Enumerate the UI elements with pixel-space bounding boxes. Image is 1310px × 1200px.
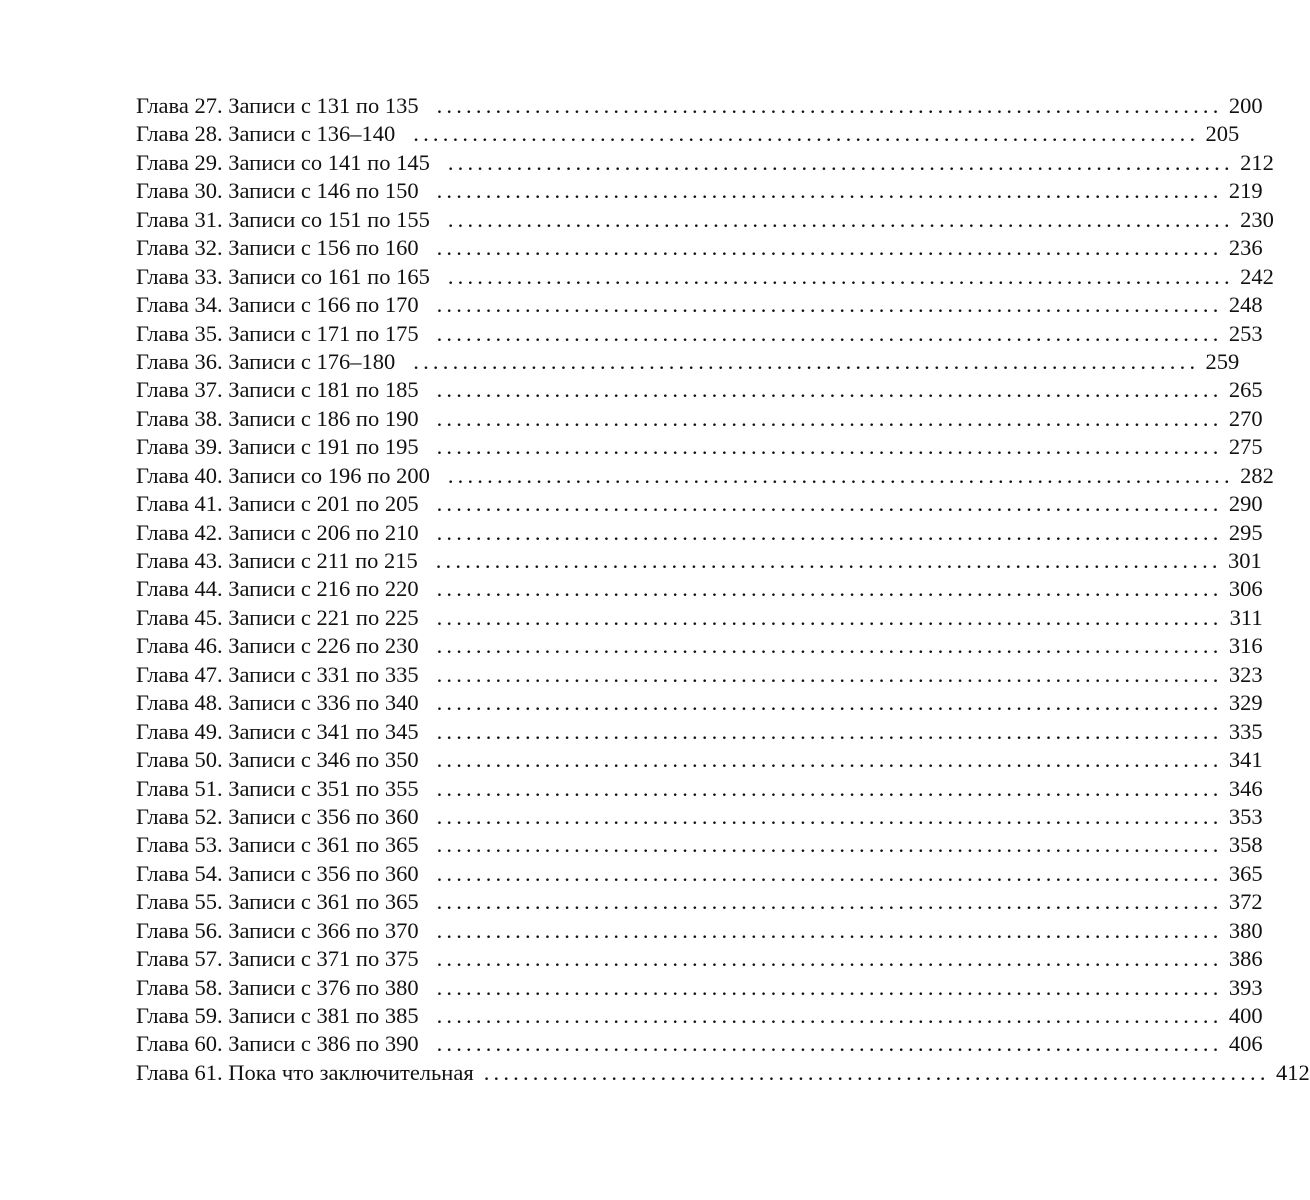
dot-leader: ................................................................................ (436, 747, 1223, 773)
dot-leader: ................................................................................ (436, 690, 1223, 716)
toc-entry-page: 219 (1228, 178, 1263, 204)
dot-leader: ................................................................................ (435, 548, 1222, 573)
toc-entry[interactable] (136, 92, 1263, 120)
toc-entry-page: 335 (1228, 718, 1263, 744)
toc-entry-page: 346 (1228, 775, 1263, 801)
toc-entry-title: Глава 27. Записи с 131 по 135 (136, 93, 419, 118)
toc-entry-page: 358 (1228, 832, 1263, 858)
toc-entry-page: 316 (1228, 633, 1263, 659)
dot-leader: ................................................................................ (447, 263, 1234, 289)
dot-leader: ................................................................................ (436, 93, 1223, 118)
toc-entry[interactable] (136, 490, 1263, 518)
toc-entry-title: Глава 31. Записи со 151 по 155 (136, 206, 430, 232)
toc-entry-page: 341 (1228, 747, 1263, 773)
toc-entry-title: Глава 61. Пока что заключительная (136, 1059, 474, 1085)
toc-entry[interactable] (136, 206, 1274, 234)
toc-entry[interactable] (136, 945, 1263, 973)
toc-entry-title: Глава 47. Записи с 331 по 335 (136, 661, 419, 687)
dot-leader: ................................................................................ (436, 178, 1223, 204)
dot-leader: ................................................................................ (436, 718, 1223, 744)
toc-entry[interactable] (136, 775, 1263, 803)
toc-entry-page: 329 (1228, 690, 1263, 716)
toc-entry[interactable] (136, 348, 1240, 376)
toc-entry-page: 406 (1228, 1031, 1263, 1057)
toc-entry-title: Глава 36. Записи с 176–180 (136, 348, 396, 374)
toc-entry[interactable] (136, 689, 1263, 717)
toc-entry[interactable] (136, 1030, 1263, 1058)
toc-entry-title: Глава 41. Записи с 201 по 205 (136, 491, 419, 517)
dot-leader: ................................................................................ (436, 661, 1223, 687)
toc-entry-page: 353 (1228, 803, 1263, 829)
toc-entry[interactable] (136, 1002, 1263, 1030)
dot-leader: ................................................................................ (483, 1059, 1270, 1085)
toc-entry-page: 306 (1228, 576, 1263, 602)
dot-leader: ................................................................................ (436, 832, 1223, 858)
dot-leader: ................................................................................ (436, 917, 1223, 943)
dot-leader: ................................................................................ (436, 1003, 1223, 1028)
toc-entry-page: 275 (1228, 434, 1263, 460)
toc-entry-title: Глава 56. Записи с 366 по 370 (136, 917, 419, 943)
dot-leader: ................................................................................ (436, 377, 1223, 403)
toc-entry-page: 412 (1275, 1059, 1310, 1085)
dot-leader: ................................................................................ (436, 491, 1223, 517)
toc-entry-page: 365 (1228, 860, 1263, 886)
toc-entry-page: 242 (1240, 263, 1274, 289)
toc-entry-page: 311 (1229, 604, 1263, 630)
toc-entry-title: Глава 58. Записи с 376 по 380 (136, 974, 419, 1000)
toc-entry[interactable] (136, 831, 1263, 859)
toc-entry[interactable] (136, 575, 1263, 603)
toc-entry-title: Глава 46. Записи с 226 по 230 (136, 633, 419, 659)
toc-entry-title: Глава 37. Записи с 181 по 185 (136, 377, 419, 403)
toc-entry-page: 295 (1228, 519, 1263, 545)
dot-leader: ................................................................................ (436, 633, 1223, 659)
toc-entry-title: Глава 28. Записи с 136–140 (136, 121, 396, 147)
dot-leader: ................................................................................ (413, 348, 1200, 374)
toc-entry-title: Глава 35. Записи с 171 по 175 (136, 320, 419, 346)
toc-entry-page: 386 (1228, 946, 1263, 972)
dot-leader: ................................................................................ (436, 803, 1223, 829)
toc-entry[interactable] (136, 263, 1274, 291)
toc-entry[interactable] (136, 803, 1263, 831)
toc-entry-title: Глава 32. Записи с 156 по 160 (136, 235, 419, 261)
toc-entry-title: Глава 59. Записи с 381 по 385 (136, 1003, 419, 1028)
toc-entry[interactable] (136, 547, 1262, 575)
toc-entry-page: 248 (1228, 292, 1263, 318)
toc-entry-title: Глава 33. Записи со 161 по 165 (136, 263, 430, 289)
toc-entry[interactable] (136, 376, 1263, 404)
toc-entry-title: Глава 54. Записи с 356 по 360 (136, 860, 419, 886)
toc-entry-page: 230 (1240, 206, 1274, 232)
toc-entry-title: Глава 42. Записи с 206 по 210 (136, 519, 419, 545)
toc-entry-page: 236 (1228, 235, 1263, 261)
dot-leader: ................................................................................ (447, 462, 1234, 488)
toc-entry[interactable] (136, 860, 1263, 888)
toc-entry-page: 205 (1205, 121, 1240, 147)
toc-entry[interactable] (136, 519, 1263, 547)
toc-entry-title: Глава 57. Записи с 371 по 375 (136, 946, 419, 972)
toc-entry-title: Глава 53. Записи с 361 по 365 (136, 832, 419, 858)
toc-entry[interactable] (136, 234, 1263, 262)
toc-entry[interactable] (136, 405, 1263, 433)
dot-leader: ................................................................................ (436, 946, 1223, 972)
toc-entry-title: Глава 48. Записи с 336 по 340 (136, 690, 419, 716)
toc-entry-title: Глава 60. Записи с 386 по 390 (136, 1031, 419, 1057)
toc-entry[interactable] (136, 604, 1263, 632)
toc-entry[interactable] (136, 433, 1263, 461)
toc-entry-title: Глава 55. Записи с 361 по 365 (136, 889, 419, 915)
toc-entry-page: 290 (1228, 491, 1263, 517)
table-of-contents (136, 92, 1310, 1087)
toc-entry-title: Глава 43. Записи с 211 по 215 (136, 548, 418, 573)
toc-entry-page: 393 (1228, 974, 1263, 1000)
dot-leader: ................................................................................ (436, 235, 1223, 261)
dot-leader: ................................................................................ (436, 889, 1223, 915)
toc-entry-page: 212 (1240, 149, 1274, 175)
dot-leader: ................................................................................ (436, 320, 1223, 346)
toc-entry-page: 265 (1228, 377, 1263, 403)
dot-leader: ................................................................................ (436, 292, 1223, 318)
toc-entry[interactable] (136, 120, 1240, 148)
toc-entry-title: Глава 49. Записи с 341 по 345 (136, 718, 419, 744)
dot-leader: ................................................................................ (436, 1031, 1223, 1057)
toc-entry[interactable] (136, 718, 1263, 746)
toc-entry[interactable] (136, 291, 1263, 319)
toc-entry[interactable] (136, 974, 1263, 1002)
toc-entry-title: Глава 39. Записи с 191 по 195 (136, 434, 419, 460)
toc-entry[interactable] (136, 661, 1263, 689)
toc-entry-title: Глава 38. Записи с 186 по 190 (136, 405, 419, 431)
toc-entry[interactable] (136, 746, 1263, 774)
toc-entry-page: 380 (1228, 917, 1263, 943)
toc-entry-page: 282 (1240, 462, 1274, 488)
toc-entry[interactable] (136, 917, 1263, 945)
toc-entry-title: Глава 44. Записи с 216 по 220 (136, 576, 419, 602)
dot-leader: ................................................................................ (436, 576, 1223, 602)
dot-leader: ................................................................................ (447, 206, 1234, 232)
toc-entry-page: 372 (1228, 889, 1263, 915)
toc-entry-page: 301 (1227, 548, 1262, 573)
toc-entry-title: Глава 50. Записи с 346 по 350 (136, 747, 419, 773)
dot-leader: ................................................................................ (436, 434, 1223, 460)
dot-leader: ................................................................................ (436, 604, 1223, 630)
toc-entry-page: 200 (1228, 93, 1263, 118)
toc-entry-page: 259 (1205, 348, 1240, 374)
toc-entry-page: 323 (1228, 661, 1263, 687)
dot-leader: ................................................................................ (436, 405, 1223, 431)
dot-leader: ................................................................................ (436, 860, 1223, 886)
toc-entry[interactable] (136, 149, 1274, 177)
toc-entry-title: Глава 40. Записи со 196 по 200 (136, 462, 430, 488)
toc-entry[interactable] (136, 1059, 1310, 1087)
dot-leader: ................................................................................ (413, 121, 1200, 147)
toc-entry-title: Глава 34. Записи с 166 по 170 (136, 292, 419, 318)
toc-entry[interactable] (136, 320, 1263, 348)
toc-entry-page: 253 (1228, 320, 1263, 346)
toc-entry-title: Глава 30. Записи с 146 по 150 (136, 178, 419, 204)
dot-leader: ................................................................................ (436, 974, 1223, 1000)
toc-entry-page: 270 (1228, 405, 1263, 431)
toc-entry-title: Глава 52. Записи с 356 по 360 (136, 803, 419, 829)
toc-entry-title: Глава 51. Записи с 351 по 355 (136, 775, 419, 801)
dot-leader: ................................................................................ (436, 519, 1223, 545)
toc-entry[interactable] (136, 632, 1263, 660)
toc-entry[interactable] (136, 462, 1274, 490)
toc-entry[interactable] (136, 177, 1263, 205)
toc-entry-title: Глава 45. Записи с 221 по 225 (136, 604, 419, 630)
toc-entry[interactable] (136, 888, 1263, 916)
toc-entry-page: 400 (1228, 1003, 1263, 1028)
toc-entry-title: Глава 29. Записи со 141 по 145 (136, 149, 430, 175)
dot-leader: ................................................................................ (447, 149, 1234, 175)
dot-leader: ................................................................................ (436, 775, 1223, 801)
